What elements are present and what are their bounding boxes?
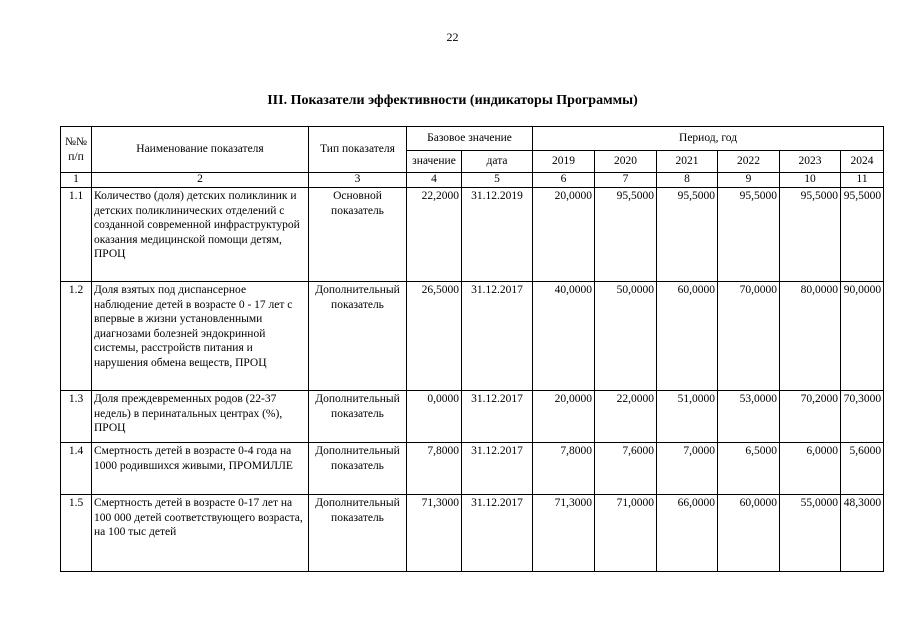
header-period: Период, год	[533, 127, 884, 151]
year-value: 70,0000	[718, 282, 780, 391]
indicator-type: Дополнительный показатель	[309, 495, 407, 572]
year-value: 53,0000	[718, 391, 780, 443]
year-value: 20,0000	[533, 391, 595, 443]
year-value: 55,0000	[780, 495, 841, 572]
row-number: 1.3	[61, 391, 92, 443]
year-value: 71,0000	[595, 495, 657, 572]
base-date: 31.12.2017	[462, 391, 533, 443]
column-number: 4	[407, 173, 462, 188]
indicator-type: Дополнительный показатель	[309, 282, 407, 391]
base-value: 22,2000	[407, 188, 462, 282]
indicator-type: Основной показатель	[309, 188, 407, 282]
indicator-name: Смертность детей в возрасте 0-4 года на 1000 родившихся живыми, ПРОМИЛЛЕ	[92, 443, 309, 495]
base-value: 26,5000	[407, 282, 462, 391]
year-value: 6,5000	[718, 443, 780, 495]
table-row	[61, 188, 884, 282]
indicator-name: Количество (доля) детских поликлиник и детских поликлинических отделений с созданной современной инфраструктурой оказания медицинской помощи детям, ПРОЦ	[92, 188, 309, 282]
year-value: 60,0000	[718, 495, 780, 572]
row-number: 1.4	[61, 443, 92, 495]
base-date: 31.12.2017	[462, 443, 533, 495]
indicators-table	[60, 126, 884, 572]
column-number: 9	[718, 173, 780, 188]
column-number: 11	[841, 173, 884, 188]
indicator-type: Дополнительный показатель	[309, 391, 407, 443]
year-value: 7,6000	[595, 443, 657, 495]
column-number: 5	[462, 173, 533, 188]
year-value: 22,0000	[595, 391, 657, 443]
column-number: 8	[657, 173, 718, 188]
row-number: 1.1	[61, 188, 92, 282]
header-base-date: дата	[462, 151, 533, 173]
year-value: 60,0000	[657, 282, 718, 391]
year-value: 7,8000	[533, 443, 595, 495]
year-value: 70,3000	[841, 391, 884, 443]
column-number: 6	[533, 173, 595, 188]
year-value: 80,0000	[780, 282, 841, 391]
table-row	[61, 495, 884, 572]
table-row	[61, 443, 884, 495]
column-number: 1	[61, 173, 92, 188]
page-number: 22	[446, 30, 459, 44]
header-base-value: значение	[407, 151, 462, 173]
column-number: 10	[780, 173, 841, 188]
header-name: Наименование показателя	[92, 127, 309, 173]
column-number: 2	[92, 173, 309, 188]
year-value: 48,3000	[841, 495, 884, 572]
year-value: 70,2000	[780, 391, 841, 443]
base-date: 31.12.2017	[462, 495, 533, 572]
header-year: 2021	[657, 151, 718, 173]
year-value: 20,0000	[533, 188, 595, 282]
base-value: 71,3000	[407, 495, 462, 572]
header-year: 2022	[718, 151, 780, 173]
year-value: 40,0000	[533, 282, 595, 391]
column-number: 7	[595, 173, 657, 188]
indicator-name: Доля взятых под диспансерное наблюдение детей в возрасте 0 - 17 лет с впервые в жизни установленными диагнозами болезней эндокринной системы, расстройств питания и нарушения обмена веществ, ПРОЦ	[92, 282, 309, 391]
indicator-name: Смертность детей в возрасте 0-17 лет на 100 000 детей соответствующего возраста, на 100 тыс детей	[92, 495, 309, 572]
header-base: Базовое значение	[407, 127, 533, 151]
header-type: Тип показателя	[309, 127, 407, 173]
indicator-type: Дополнительный показатель	[309, 443, 407, 495]
row-number: 1.2	[61, 282, 92, 391]
header-year: 2023	[780, 151, 841, 173]
year-value: 95,5000	[657, 188, 718, 282]
year-value: 50,0000	[595, 282, 657, 391]
year-value: 7,0000	[657, 443, 718, 495]
year-value: 95,5000	[780, 188, 841, 282]
row-number: 1.5	[61, 495, 92, 572]
header-num: №№ п/п	[61, 127, 92, 173]
table-row	[61, 282, 884, 391]
column-number: 3	[309, 173, 407, 188]
year-value: 95,5000	[718, 188, 780, 282]
year-value: 95,5000	[841, 188, 884, 282]
header-year: 2024	[841, 151, 884, 173]
table-row	[61, 391, 884, 443]
header-year: 2019	[533, 151, 595, 173]
year-value: 66,0000	[657, 495, 718, 572]
year-value: 6,0000	[780, 443, 841, 495]
year-value: 90,0000	[841, 282, 884, 391]
year-value: 51,0000	[657, 391, 718, 443]
base-date: 31.12.2019	[462, 188, 533, 282]
header-row-1	[61, 127, 884, 151]
indicator-name: Доля преждевременных родов (22-37 недель) в перинатальных центрах (%), ПРОЦ	[92, 391, 309, 443]
year-value: 5,6000	[841, 443, 884, 495]
year-value: 71,3000	[533, 495, 595, 572]
base-value: 7,8000	[407, 443, 462, 495]
base-value: 0,0000	[407, 391, 462, 443]
year-value: 95,5000	[595, 188, 657, 282]
header-year: 2020	[595, 151, 657, 173]
section-title: III. Показатели эффективности (индикаторы Программы)	[267, 93, 638, 108]
base-date: 31.12.2017	[462, 282, 533, 391]
column-numbers-row	[61, 173, 884, 188]
